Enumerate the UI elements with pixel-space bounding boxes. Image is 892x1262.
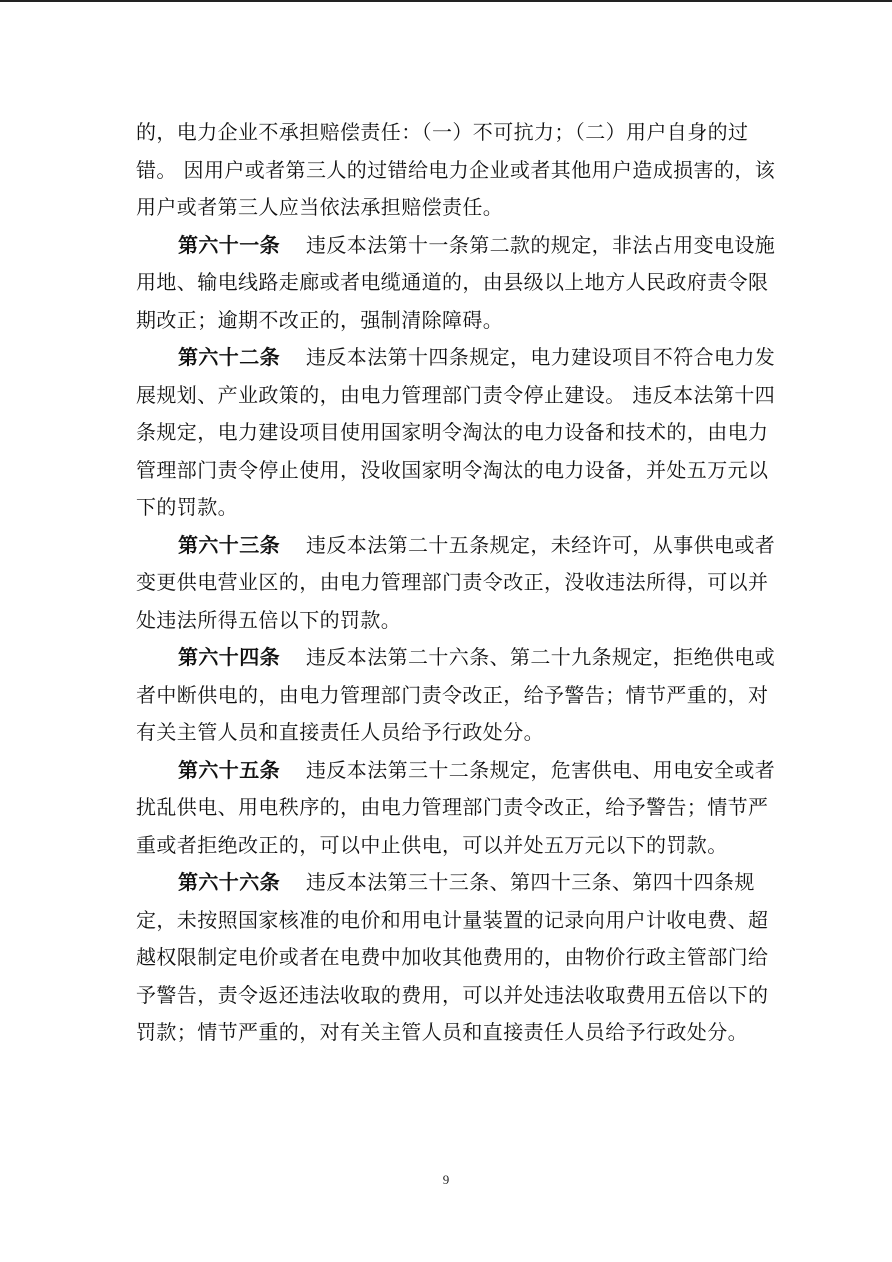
page-number: 9 [442,1172,450,1187]
article-text: 违反本法第二十六条、第二十九条规定，拒绝供电或者中断供电的，由电力管理部门责令改正，给予警告；情节严重的，对有关主管人员和直接责任人员给予行政处分。 [136,645,776,744]
top-border-line [0,0,892,2]
article-62 [136,339,776,527]
article-number: 第六十六条 [178,870,280,894]
article-text: 违反本法第十四条规定，电力建设项目不符合电力发展规划、产业政策的，由电力管理部门责令停止建设。 违反本法第十四条规定，电力建设项目使用国家明令淘汰的电力设备和技术的，由电力管理部门责令停止使用，没收国家明令淘汰的电力设备，并处五万元以下的罚款。 [136,345,776,519]
article-number: 第六十三条 [178,532,280,557]
article-number: 第六十一条 [178,232,280,257]
article-text: 违反本法第三十三条、第四十三条、第四十四条规定，未按照国家核准的电价和用电计量装置的记录向用户计收电费、超越权限制定电价或者在电费中加收其他费用的，由物价行政主管部门给予警告，责令返还违法收取的费用，可以并处违法收取费用五倍以下的罚款；情节严重的，对有关主管人员和直接责任人员给予行政处分。 [136,870,769,1044]
document-body [136,114,776,1052]
article-text: 违反本法第三十二条规定，危害供电、用电安全或者扰乱供电、用电秩序的，由电力管理部门责令改正，给予警告；情节严重或者拒绝改正的，可以中止供电，可以并处五万元以下的罚款。 [136,757,776,857]
article-number: 第六十二条 [178,345,280,369]
article-number: 第六十五条 [178,757,280,782]
article-65 [136,752,776,865]
article-61 [136,227,776,340]
continuation-paragraph: 的，电力企业不承担赔偿责任：（一）不可抗力；（二）用户自身的过错。 因用户或者第三人的过错给电力企业或者其他用户造成损害的，该用户或者第三人应当依法承担赔偿责任。 [136,120,776,219]
article-66 [136,864,776,1052]
article-63 [136,527,776,640]
article-number: 第六十四条 [178,645,280,669]
article-64 [136,639,776,752]
article-text: 违反本法第十一条第二款的规定，非法占用变电设施用地、输电线路走廊或者电缆通道的，由县级以上地方人民政府责令限期改正；逾期不改正的，强制清除障碍。 [136,232,776,332]
article-text: 违反本法第二十五条规定，未经许可，从事供电或者变更供电营业区的，由电力管理部门责令改正，没收违法所得，可以并处违法所得五倍以下的罚款。 [136,532,776,632]
